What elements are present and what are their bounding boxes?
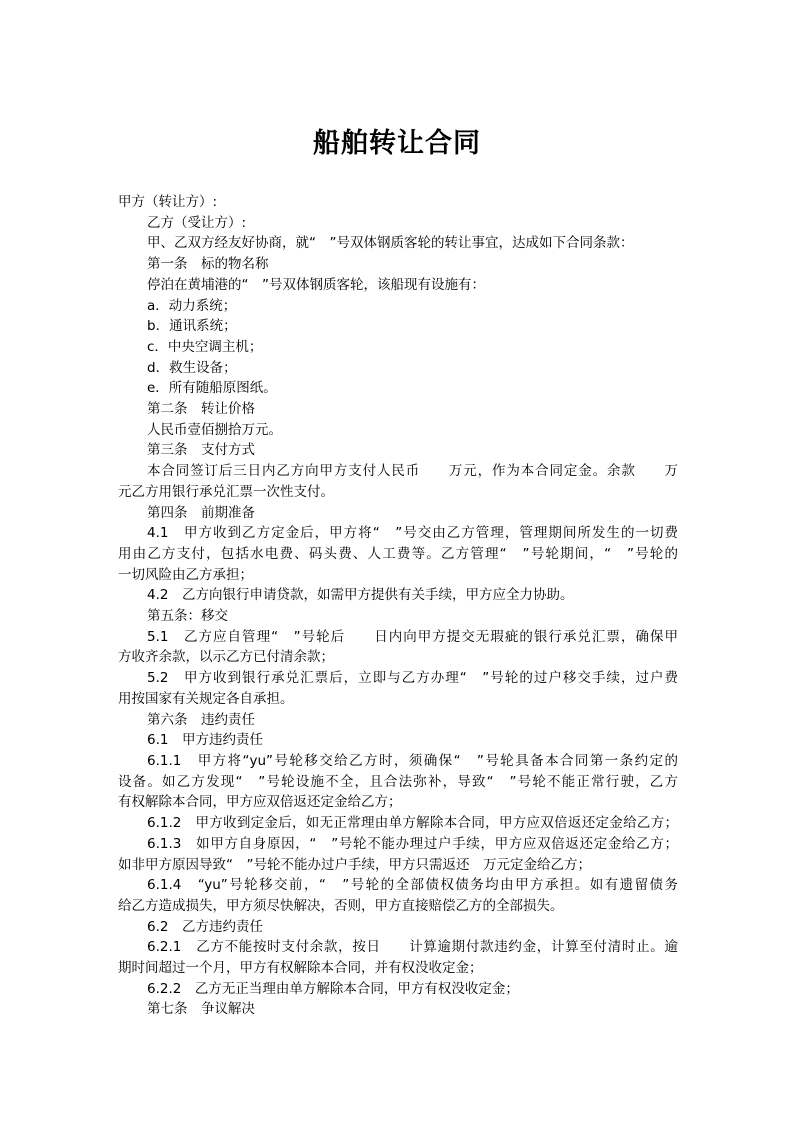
article-heading: 第六条 违约责任 [147,711,255,728]
list-item: d．救生设备； [147,359,237,376]
preamble: 甲、乙双方经友好协商，就“ ”号双体钢质客轮的转让事宜，达成如下合同条款： [147,235,634,252]
clause-continuation: 用按国家有关规定各自承担。 [118,690,294,707]
clause: 5.2 甲方收到银行承兑汇票后，立即与乙方办理“ ”号轮的过户移交手续，过户费 [147,670,678,687]
document-body [118,192,678,1020]
clause-continuation: 有权解除本合同，甲方应双倍返还定金给乙方； [118,794,402,811]
list-item: c．中央空调主机； [147,338,263,355]
article-heading: 第五条：移交 [147,608,228,625]
article-heading: 第一条 标的物名称 [147,256,269,273]
clause-continuation: 如非甲方原因导致“ ”号轮不能办过户手续，甲方只需返还 万元定金给乙方； [118,856,591,873]
section-heading: 6.2 乙方违约责任 [147,918,263,935]
clause-continuation: 期时间超过一个月，甲方有权解除本合同，并有权没收定金； [118,960,483,977]
clause: 4.2 乙方向银行申请贷款，如需甲方提供有关手续，甲方应全力协助。 [147,587,574,604]
clause-continuation: 一切风险由乙方承担； [118,566,253,583]
clause-continuation: 方收齐余款，以示乙方已付清余款； [118,649,334,666]
clause-continuation: 设备。如乙方发现“ ”号轮设施不全，且合法弥补，导致“ ”号轮不能正常行驶，乙方 [118,773,678,790]
clause-continuation: 给乙方造成损失，甲方须尽快解决，否则，甲方直接赔偿乙方的全部损失。 [118,897,564,914]
article-heading: 第七条 争议解决 [147,1001,255,1018]
party-b-line: 乙方（受让方）: [147,214,247,231]
article-heading: 第二条 转让价格 [147,401,255,418]
clause: 6.1.3 如甲方自身原因，“ ”号轮不能办理过户手续，甲方应双倍返还定金给乙方； [147,835,678,852]
paragraph: 停泊在黄埔港的“ ”号双体钢质客轮，该船现有设施有： [147,276,485,293]
clause-continuation: 用由乙方支付，包括水电费、码头费、人工费等。乙方管理“ ”号轮期间，“ ”号轮的 [118,545,678,562]
clause: 6.1.2 甲方收到定金后，如无正常理由单方解除本合同，甲方应双倍返还定金给乙方； [147,815,678,832]
clause: 4.1 甲方收到乙方定金后，甲方将“ ”号交由乙方管理，管理期间所发生的一切费 [147,525,678,542]
article-heading: 第三条 支付方式 [147,442,255,459]
clause: 6.2.2 乙方无正当理由单方解除本合同，甲方有权没收定金； [147,980,519,997]
paragraph-continuation: 元乙方用银行承兑汇票一次性支付。 [118,483,334,500]
paragraph: 人民币壹佰捌拾万元。 [147,421,282,438]
list-item: a．动力系统； [147,297,237,314]
section-heading: 6.1 甲方违约责任 [147,732,263,749]
document-title: 船舶转让合同 [313,128,481,159]
list-item: e．所有随船原图纸。 [147,380,277,397]
clause: 6.1.4 “yu”号轮移交前，“ ”号轮的全部债权债务均由甲方承担。如有遗留债务 [147,877,678,894]
clause: 6.1.1 甲方将“yu”号轮移交给乙方时，须确保“ ”号轮具备本合同第一条约定的 [147,752,678,769]
clause: 6.2.1 乙方不能按时支付余款，按日 计算逾期付款违约金，计算至付清时止。逾 [147,939,678,956]
party-a-line: 甲方（转让方）: [118,194,218,210]
paragraph: 本合同签订后三日内乙方向甲方支付人民币 万元，作为本合同定金。余款 万 [147,463,678,480]
list-item: b．通讯系统； [147,318,237,335]
article-heading: 第四条 前期准备 [147,504,255,521]
clause: 5.1 乙方应自管理“ ”号轮后 日内向甲方提交无瑕疵的银行承兑汇票，确保甲 [147,628,678,645]
